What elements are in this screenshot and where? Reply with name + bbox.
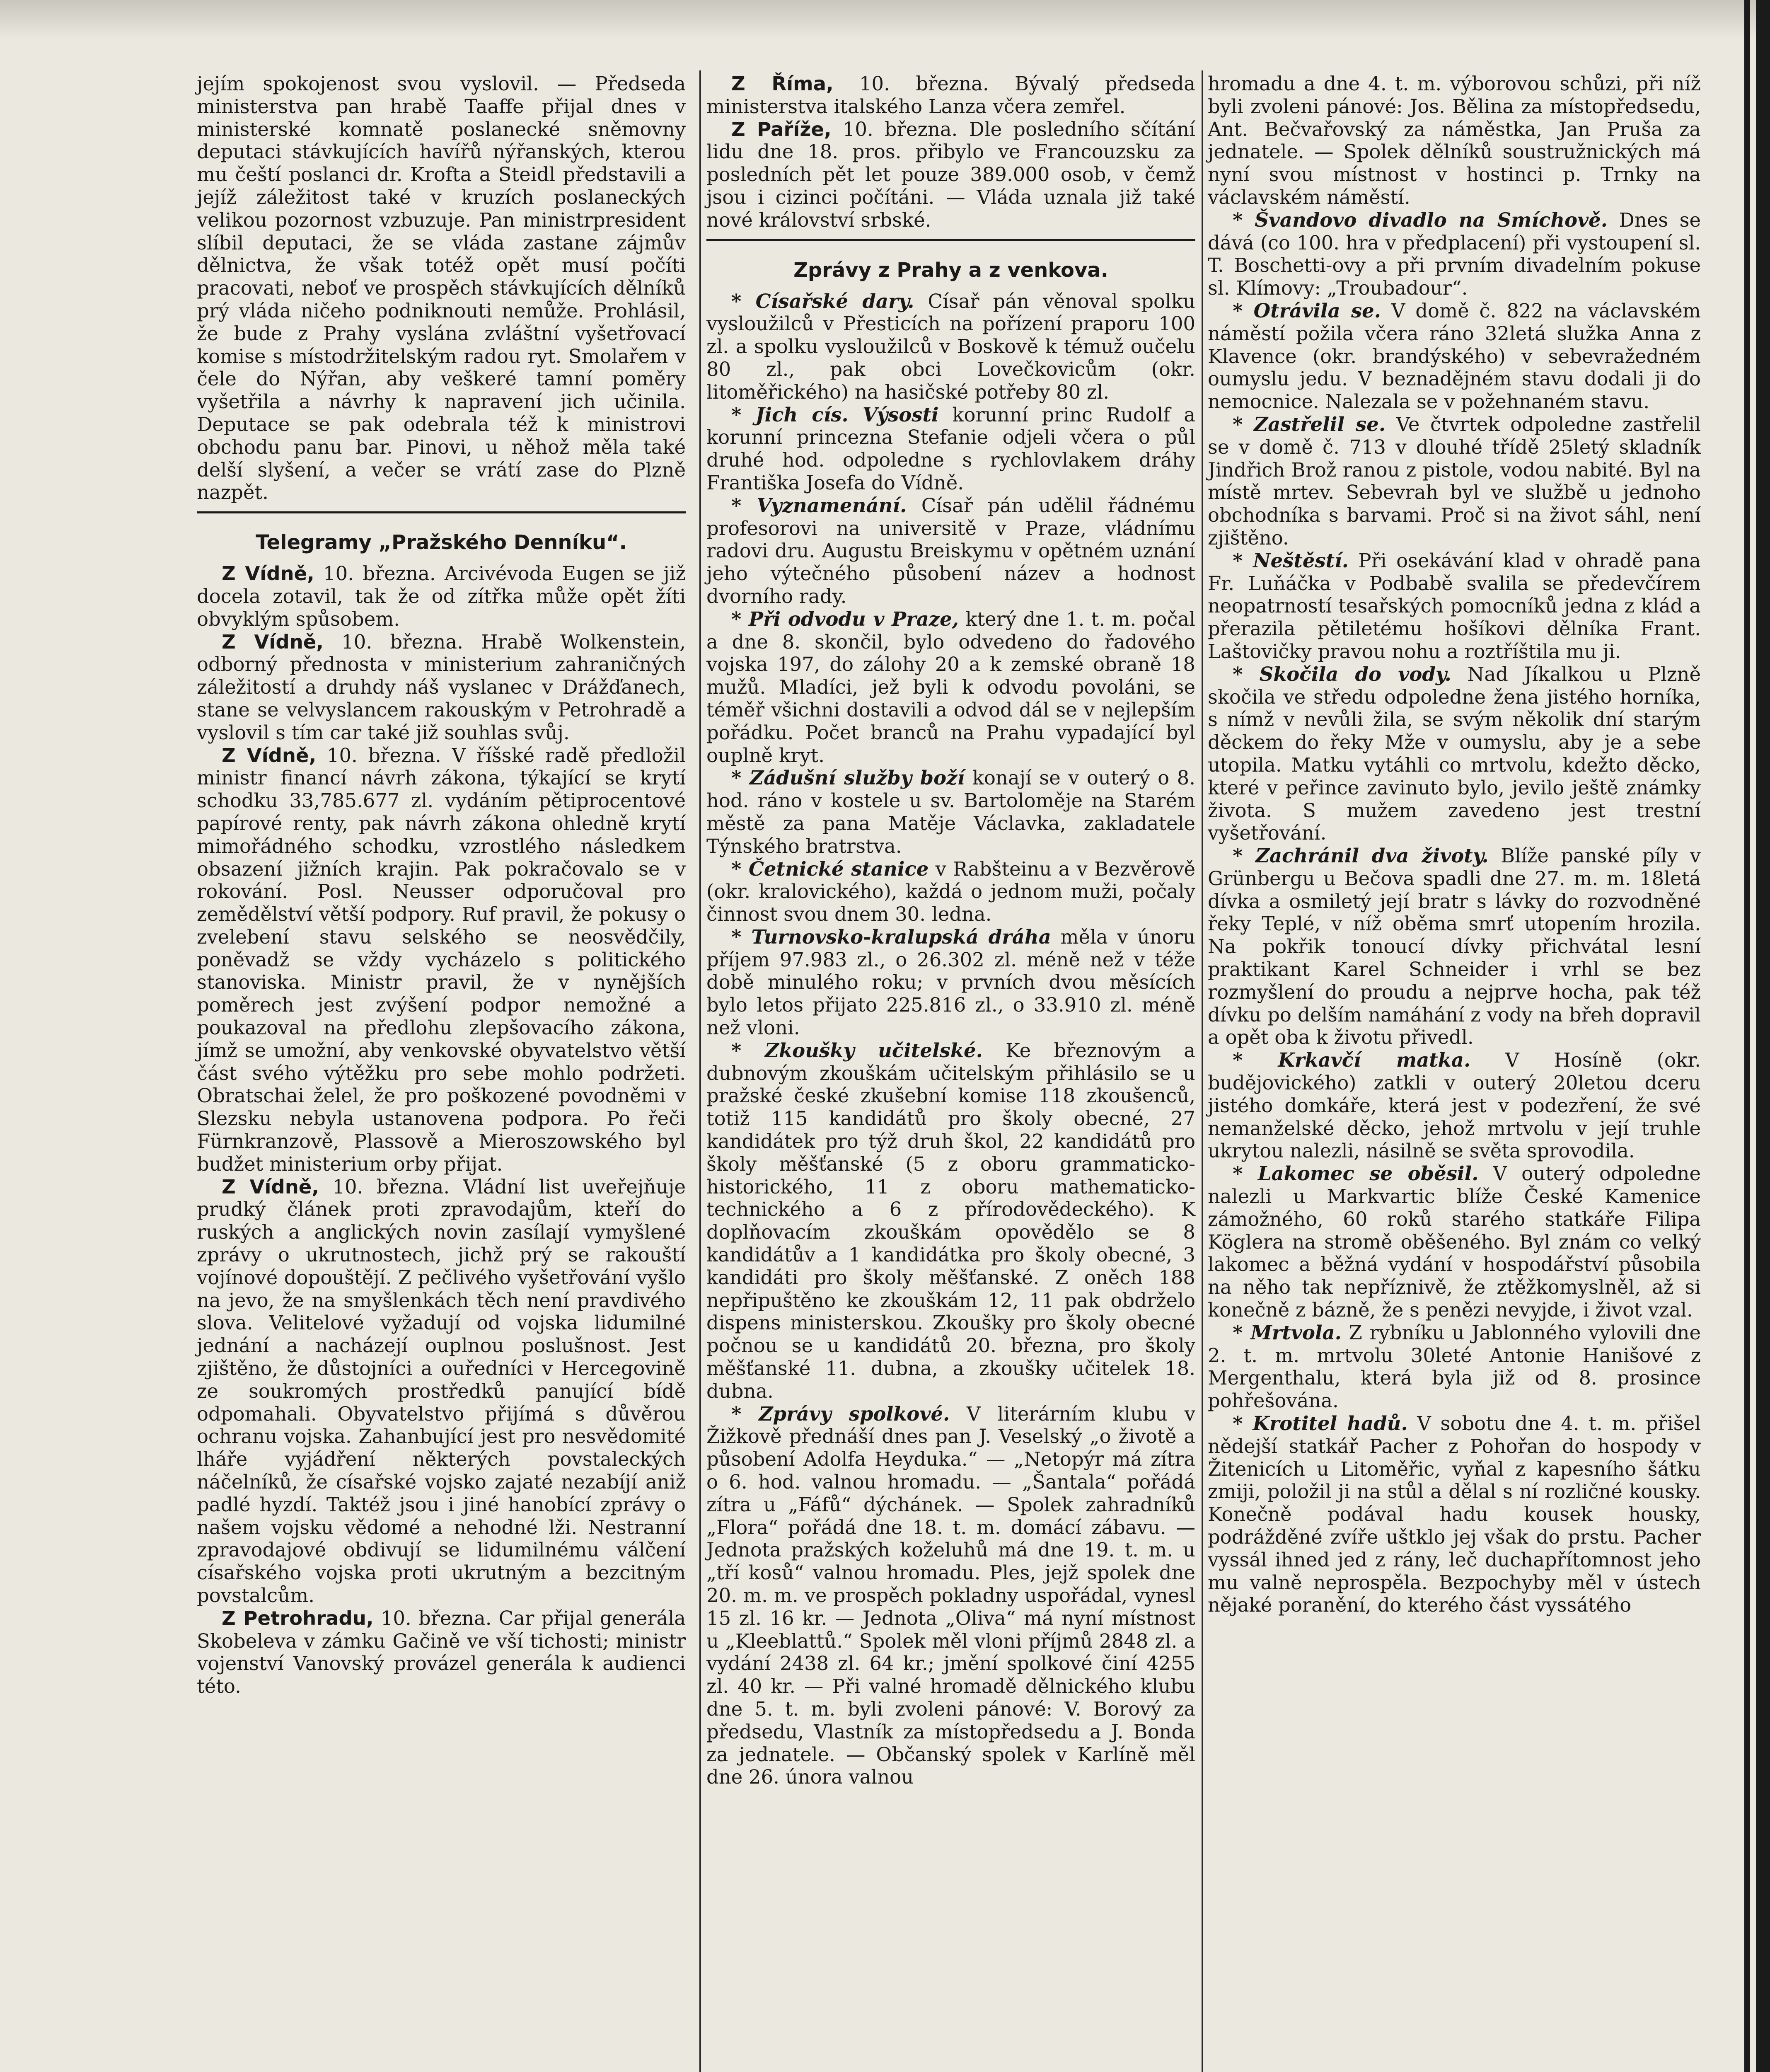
news-item — [706, 767, 1195, 857]
scan-border — [1744, 0, 1750, 2072]
telegram-text: 10. března. Hrabě Wolkenstein, odborný přednosta v ministerium zahraničných záležitostí a druhdy náš vyslanec v Drážďanech, stane se velvyslancem rakouským v Petrohradě a vyslovil s tím car také již souhlas svůj. — [197, 630, 686, 744]
news-text: měla v únoru příjem 97.983 zl., o 26.302 zl. méně než v téže době minulého roku; v prvních dvou měsících bylo letos přijato 225.816 zl., o 33.910 zl. méně než vloni. — [706, 925, 1196, 1039]
news-heading: * Zastřelil se. — [1233, 412, 1386, 436]
news-heading: * Četnické stanice — [731, 857, 929, 880]
news-text: Císař pán věnoval spolku vysloužilců v Přesticích na pořízení praporu 100 zl. a spolku vysloužilců v Boskově k témuž oučelu 80 zl., pak obci Lovečkovicům (okr. litoměřického) na hasičské potřeby 80 zl. — [706, 290, 1196, 403]
scan-border — [1756, 0, 1770, 2072]
news-text: v Rabšteinu a v Bezvěrově (okr. kralovického), každá o jednom muži, počaly činnost svou dnem 30. ledna. — [706, 857, 1196, 926]
telegram-city: Z Paříže, — [731, 118, 832, 140]
news-item — [1208, 1322, 1701, 1412]
news-heading: * Švandovo divadlo na Smíchově. — [1233, 208, 1608, 231]
news-text: který dne 1. t. m. počal a dne 8. skončil, bylo odvedeno do řadového vojska 197, do zálohy 20 a k zemské obraně 18 mužů. Mladíci, jež byli k odvodu povoláni, se téměř všichni dostavili a odvod dál se v nejlepším pořádku. Počet branců na Prahu vypadající byl ouplně kryt. — [706, 608, 1196, 767]
section-title-news: Zprávy z Prahy a z venkova. — [793, 258, 1108, 282]
telegram-city: Z Říma, — [731, 73, 834, 95]
news-heading: * Lakomec se oběsil. — [1233, 1162, 1479, 1185]
news-heading: * Krkavčí matka. — [1233, 1048, 1471, 1072]
news-heading: * Zádušní služby boží — [731, 766, 965, 789]
news-text: V Hosíně (okr. budějovického) zatkli v outerý 20letou dceru jistého domkáře, která jest v podezření, že své nemanželské děcko, jehož mrtvolu v její truhle ukrytou nalezli, násilně se světa sprovodila. — [1208, 1049, 1701, 1162]
telegram-item — [197, 744, 686, 1176]
news-item — [1208, 1162, 1701, 1322]
telegram-item — [197, 1607, 686, 1698]
news-text: Ke březnovým a dubnovým zkouškám učitelským přihlásilo se u pražské české zkušební komise 118 zkoušenců, totiž 115 kandidátů pro školy obecné, 27 kandidátek pro týž druh škol, 22 kandidátů pro školy měšťanské (5 z oboru grammaticko-historického, 11 z oboru mathematicko-technického a 6 z přírodovědeckého). K doplňovacím zkouškám opovědělo se 8 kandidátův a 1 kandidátka pro školy obecné, 3 kandidáti pro školy měšťanské. Z oněch 188 nepřipuštěno ke zkouškám 12, 11 pak obdrželo dispens ministerskou. Zkoušky pro školy obecné počnou se u kandidátů 20. března, pro školy měšťanské 11. dubna, a zkoušky učitelek 18. dubna. — [706, 1039, 1195, 1402]
telegram-city: Z Vídně, — [222, 744, 317, 767]
news-item — [1208, 300, 1701, 413]
column-1 — [197, 73, 686, 1698]
news-continuation: hromadu a dne 4. t. m. výborovou schůzi, při níž byli zvoleni pánové: Jos. Bělina za místopředsedu, Ant. Bečvařovský za náměstka, Jan Pruša za jednatele. — Spolek dělníků soustružnických má nyní svou místnost v hostinci p. Trnky na václavském náměstí. — [1208, 73, 1701, 208]
news-item — [706, 494, 1195, 608]
news-heading: * Zkoušky učitelské. — [731, 1038, 983, 1062]
section-divider — [706, 239, 1195, 241]
telegram-text: 10. března. Bývalý předseda ministerstva italského Lanza včera zemřel. — [706, 73, 1195, 118]
news-item — [1208, 845, 1701, 1049]
section-title-telegrams: Telegramy „Pražského Denníku“. — [256, 531, 627, 554]
news-item — [1208, 663, 1701, 845]
news-heading: * Otrávila se. — [1233, 299, 1381, 322]
news-text: Z rybníku u Jablonného vylovili dne 2. t. m. mrtvolu 30leté Antonie Hanišové z Mergenthalu, která byla již od 8. prosince pohřešována. — [1208, 1321, 1701, 1412]
article-paragraph: jejím spokojenost svou vyslovil. — Předseda ministerstva pan hrabě Taaffe přijal dnes v ministerské komnatě poslanecké sněmovny deputaci stávkujících havířů nýřanských, kterou mu čeští poslanci dr. Krofta a Steidl představili a jejíž záležitost také v kruzích poslaneckých velikou pozornost vzbuzuje. Pan ministrpresident slíbil deputaci, že se vláda zastane zájmův dělnictva, že však totéž opět musí počíti pracovati, neboť ve prospěch stávkujících dělníků prý vláda ničeho podniknouti nemůže. Prohlásil, že bude z Prahy vyslána zvláštní vyšetřovací komise s místodržitelským radou ryt. Smolařem v čele do Nýřan, aby veškeré tamní poměry vyšetřila a návrhy k napravení jich učinila. Deputace se pak odebrala též k ministrovi obchodu panu bar. Pinovi, u něhož měla také delší slyšení, a večer se vrátí zase do Plzně nazpět. — [197, 73, 686, 504]
news-text: V sobotu dne 4. t. m. přišel nědejší statkář Pacher z Pohořan do hospody v Žitenicích u Litoměřic, vyňal z kapesního šátku zmiji, položil ji na stůl a dělal s ní rozličné kousky. Konečně podával hadu kousek housky, podrážděné zvíře uštklo jej však do prstu. Pacher vyssál ihned jed z rány, leč duchapřítomnost jeho mu valně neprospěla. Bezpochyby měl v ústech nějaké poranění, do kterého část vyssátého — [1208, 1412, 1701, 1617]
news-item — [1208, 549, 1701, 663]
telegram-item — [197, 1176, 686, 1607]
telegram-item — [706, 73, 1195, 118]
news-text: V literárním klubu v Žižkově přednáší dnes pan J. Veselský „o životě a působení Adolfa Heyduka.“ — „Netopýr má zítra o 6. hod. valnou hromadu. — „Šantala“ pořádá zítra u „Fáfů“ dýchánek. — Spolek zahradníků „Flora“ pořádá dne 18. t. m. domácí zábavu. — Jednota pražských koželuhů má dne 19. t. m. u „tří kosů“ valnou hromadu. Ples, jejž spolek dne 20. m. m. ve prospěch pokladny uspořádal, vynesl 15 zl. 16 kr. — Jednota „Oliva“ má nyní místnost u „Kleeblattů.“ Spolek měl vloni příjmů 2848 zl. a vydání 2438 zl. 64 kr.; jmění spolkové činí 4255 zl. 40 kr. — Při valné hromadě dělnického klubu dne 5. t. m. byli zvoleni pánové: V. Borový za předsedu, Vlastník za místopředsedu a J. Bonda za jednatele. — Občanský spolek v Karlíně měl dne 26. února valnou — [706, 1402, 1196, 1789]
column-rule — [699, 70, 701, 2072]
news-heading: * Vyznamenání. — [731, 494, 907, 517]
telegram-item — [197, 631, 686, 744]
news-item — [1208, 413, 1701, 549]
news-heading: * Krotitel hadů. — [1233, 1412, 1408, 1435]
news-item — [706, 1403, 1195, 1789]
telegram-city: Z Petrohradu, — [222, 1607, 374, 1629]
news-item — [706, 404, 1195, 494]
news-text: Dnes se dává (co 100. hra v předplacení) při vystoupení sl. T. Boschetti-ovy a při prvním divadelním pokuse sl. Klímovy: „Troubadour“. — [1208, 208, 1701, 300]
news-heading: * Neštěstí. — [1233, 549, 1349, 572]
telegram-item — [706, 118, 1195, 232]
column-rule — [1202, 70, 1203, 2072]
telegram-city: Z Vídně, — [222, 562, 314, 585]
news-heading: * Zachránil dva životy. — [1233, 844, 1489, 867]
telegram-text: 10. března. Arcivévoda Eugen se již docela zotavil, tak že od zítřka může opět žíti obvyklým spůsobem. — [197, 562, 686, 630]
news-heading: * Jich cís. Výsosti — [731, 403, 939, 426]
telegram-item — [197, 562, 686, 630]
news-heading: * Císařské dary. — [731, 289, 914, 312]
news-text: V domě č. 822 na václavském náměstí požila včera ráno 32letá služka Anna z Klavence (okr. brandýského) v sebevražedném oumyslu jedu. V beznadějném stavu dodali ji do nemocnice. Nalezala se v požehnaném stavu. — [1208, 299, 1701, 413]
news-heading: * Zprávy spolkové. — [731, 1402, 950, 1425]
news-item — [706, 858, 1195, 926]
news-text: Při osekávání klad v ohradě pana Fr. Luňáčka v Podbabě svalila se předevčírem neopatrností tesařských pomocníků jedna z klád a přerazila pětiletému hošíkovi dělníka Frant. Laštovičky pravou nohu a roztříštila mu ji. — [1208, 549, 1701, 663]
news-heading: * Při odvodu v Praze, — [731, 607, 959, 630]
telegram-city: Z Vídně, — [222, 630, 324, 653]
news-heading: * Mrtvola. — [1233, 1321, 1342, 1344]
news-text: konají se v outerý o 8. hod. ráno v kostele u sv. Bartoloměje na Starém městě za pana Matěje Václavka, zakladatele Týnského bratrstva. — [706, 767, 1195, 857]
telegram-text: 10. března. V říšské radě předložil ministr financí návrh zákona, týkající se krytí schodku 33,785.677 zl. vydáním pětiprocentové papírové renty, pak návrh zákona ohledně krytí mimořádného schodku, vzrostlého následkem obsazení jižních krajin. Pak pokračovalo se v rokování. Posl. Neusser odporučoval pro zemědělství větší podpory. Ruf pravil, že pokusy o zvelebení stavu selského se neosvědčily, poněvadž se vždy vycházelo s politického stanoviska. Ministr pravil, že v nynějších poměrech jest zvýšení podpor nemožné a poukazoval na předlohu zlepšovacího zákona, jímž se umožní, aby venkovské obyvatelstvo větší část svého výtěžku pro sebe mohlo podržeti. Obratschai želel, že pro poškozené povodněmi v Slezsku nebyla ustanovena podpora. Po řeči Fürnkranzově, Plassově a Mieroszowského byl budžet ministerium orby přijat. — [197, 744, 686, 1175]
news-item — [706, 608, 1195, 767]
news-text: Ve čtvrtek odpoledne zastřelil se v domě č. 713 v dlouhé třídě 25letý skladník Jindřich Brož ranou z pistole, vodou nabité. Byl na místě mrtev. Sebevrah byl ve službě u jednoho obchodníka s barvami. Proč si na život sáhl, není zjištěno. — [1208, 413, 1701, 549]
news-text: Blíže panské píly v Grünbergu u Bečova spadli dne 27. m. m. 18letá dívka a osmiletý její bratr s lávky do rozvodněné řeky Teplé, v níž oběma smrť utopením hrozila. Na pokřik tonoucí dívky přichvátal lesní praktikant Karel Schneider i vrhl se bez rozmyšlení do proudu a nejprve hocha, pak též dívku po delším namáhání z vody na břeh dopravil a opět oba k životu přivedl. — [1208, 845, 1701, 1049]
news-item — [706, 926, 1195, 1039]
telegram-text: 10. března. Car přijal generála Skobeleva v zámku Gačině ve vší tichosti; ministr vojenství Vanovský provázel generála k audienci této. — [197, 1607, 686, 1698]
news-item — [1208, 1412, 1701, 1617]
news-text: Císař pán udělil řádnému profesorovi na universitě v Praze, vládnímu radovi dru. Augustu Breiskymu v opětném uznání jeho výtečného působení název a hodnost dvorního rady. — [706, 494, 1196, 608]
telegram-text: 10. března. Vládní list uveřejňuje prudký článek proti zpravodajům, kteří do ruských a anglických novin zasílají vymyšlené zprávy o ukrutnostech, jichž prý se rakouští vojínové dopouštějí. Z pečlivého vyšetřování vyšlo na jevo, že na smyšlenkách těch není pravdivého slova. Velitelové vyžadují od vojska lidumilné jednání a nacházejí ouplnou poslušnost. Jest zjištěno, že důstojníci a ouředníci v Hercegovině ze soukromých prostředků panující bídě odpomahali. Obyvatelstvo přijímá s důvěrou ochranu vojska. Zahanbující jest pro nesvědomité lháře vyjádření některých povstaleckých náčelníků, že císařské vojsko zajaté nezabíjí aniž padlé hyzdí. Taktéž jsou i jiné hanobící zprávy o našem vojsku vědomé a nehodné lži. Nestranní zpravodajové obdivují se lidumilnému válčení císařského vojska proti ukrutným a bezcitným povstalcům. — [197, 1175, 686, 1607]
news-heading: * Skočila do vody. — [1233, 662, 1451, 685]
news-item — [1208, 209, 1701, 300]
news-text: korunní princ Rudolf a korunní princezna Stefanie odjeli včera o půl druhé hod. odpoledne s rychlovlakem dráhy Františka Josefa do Vídně. — [706, 403, 1196, 494]
column-2 — [706, 73, 1195, 1789]
news-item — [1208, 1049, 1701, 1162]
news-item — [706, 1039, 1195, 1403]
page-top-edge — [0, 0, 1770, 39]
news-text: Nad Jíkalkou u Plzně skočila ve středu odpoledne žena jistého horníka, s nímž v nevůli žila, se svým několik dní starým děckem do řeky Mže v oumyslu, aby je a sebe utopila. Matku vytáhli co mrtvolu, kdežto děcko, které v peřince zavinuto bylo, jevilo ještě známky života. S mužem zavedeno jest trestní vyšetřování. — [1208, 663, 1701, 845]
section-divider — [197, 511, 686, 513]
news-item — [706, 290, 1195, 404]
news-text: V outerý odpoledne nalezli u Markvartic blíže České Kamenice zámožného, 60 roků starého statkáře Filipa Köglera na stromě oběšeného. Byl znám co velký lakomec a běžná vydání v hospodářství působila na něho tak nepříznivě, že ztěžkomyslněl, až si konečně z bázně, že s penězi nevyjde, i život vzal. — [1208, 1162, 1701, 1322]
column-3 — [1208, 73, 1701, 1617]
telegram-city: Z Vídně, — [222, 1175, 319, 1198]
news-heading: * Turnovsko-kralupská dráha — [731, 925, 1051, 948]
telegram-text: 10. března. Dle posledního sčítání lidu dne 18. pros. přibylo ve Francouzsku za posledních pět let pouze 389.000 osob, v čemž jsou i cizinci počítáni. — Vláda uznala již také nové království srbské. — [706, 118, 1196, 231]
